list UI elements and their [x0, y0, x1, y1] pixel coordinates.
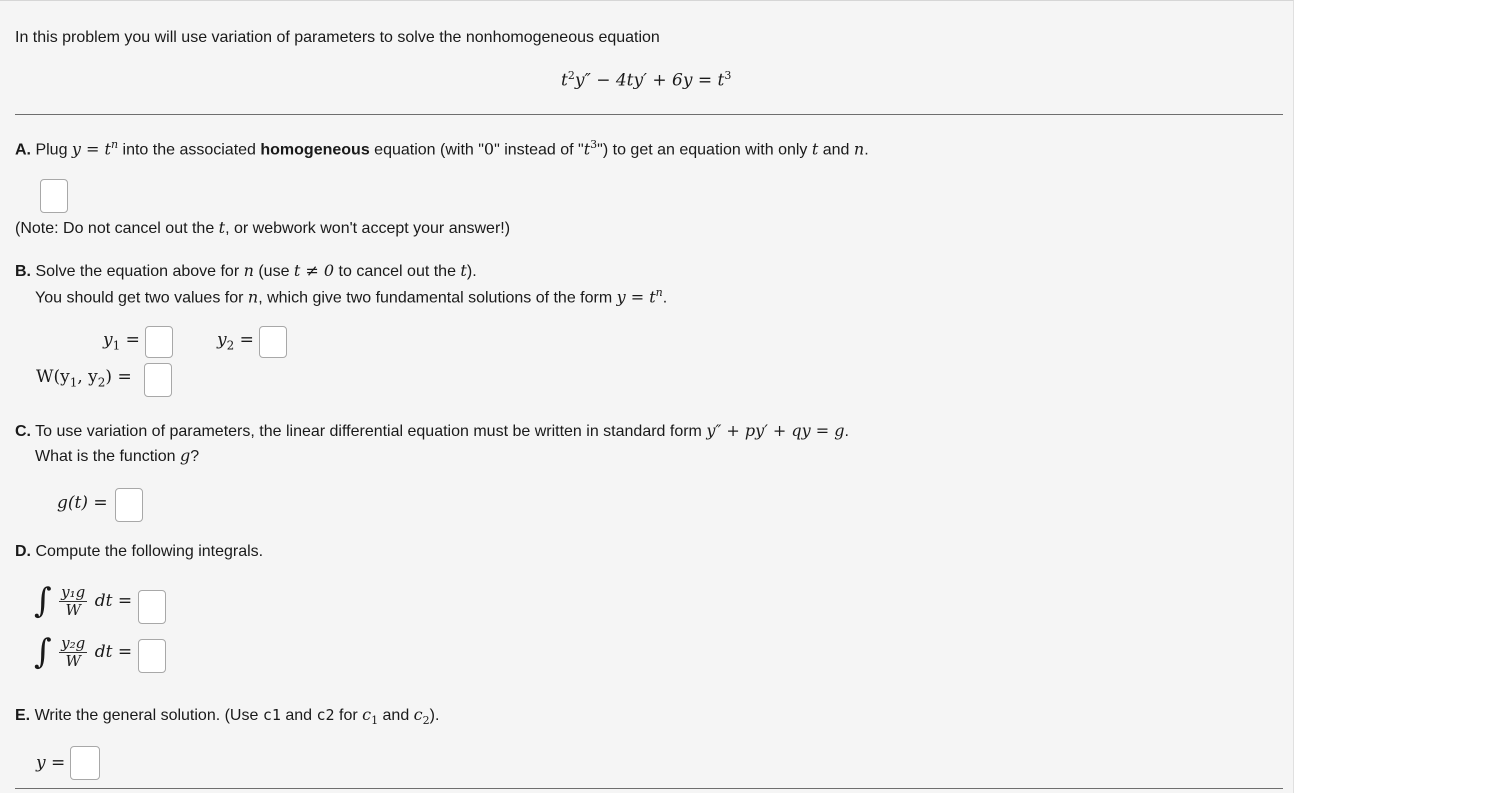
part-a-prompt: A. Plug $y = t^n$ into the associated homogeneous equation (with "0" instead of "$t^3$") to get an equation with only t and n.	[15, 138, 869, 159]
general-solution-input[interactable]	[70, 746, 100, 780]
g-label: g(t) =	[57, 493, 108, 513]
divider-bottom	[15, 788, 1283, 789]
general-solution-label: y =	[36, 753, 66, 773]
wronskian-label: $W(y_1$, $y_2$) =	[36, 367, 132, 390]
part-c-prompt: C. To use variation of parameters, the linear differential equation must be written in standard form y″ + py′ + qy = g.	[15, 421, 849, 440]
part-a-answer-input[interactable]	[40, 179, 68, 213]
part-a-note: (Note: Do not cancel out the t, or webwork won't accept your answer!)	[15, 218, 511, 237]
part-b-instructions: You should get two values for n, which give two fundamental solutions of the form $y = t^n$.	[35, 286, 668, 307]
integral-2-input[interactable]	[138, 639, 166, 673]
integral-sign-icon: ∫	[34, 632, 52, 672]
intro-text: In this problem you will use variation of parameters to solve the nonhomogeneous equation	[15, 29, 660, 46]
y2-label: $y_2$ =	[217, 330, 254, 353]
wronskian-input[interactable]	[144, 363, 172, 397]
part-b-prompt: B. Solve the equation above for n (use t ≠ 0 to cancel out the t).	[15, 261, 477, 280]
part-d-prompt: D. Compute the following integrals.	[15, 543, 264, 560]
integral-2: ∫ $\frac{\text{y₂g}}{W}$ dt =	[34, 632, 133, 672]
integral-sign-icon: ∫	[34, 581, 52, 621]
y1-input[interactable]	[145, 326, 173, 358]
g-input[interactable]	[115, 488, 143, 522]
integral-1: ∫ $\frac{\text{y₁g}}{W}$ dt =	[34, 581, 133, 621]
y2-input[interactable]	[259, 326, 287, 358]
part-c-question: What is the function g?	[35, 446, 200, 465]
y1-label: $y_1$ =	[103, 330, 140, 353]
main-equation: $t^2y'' - 4ty' + 6y = t^3$	[561, 69, 732, 91]
divider-top	[15, 114, 1283, 115]
part-e-prompt: E. Write the general solution. (Use c1 and c2 for $c_1$ and $c_2$).	[15, 705, 440, 728]
integral-1-input[interactable]	[138, 590, 166, 624]
